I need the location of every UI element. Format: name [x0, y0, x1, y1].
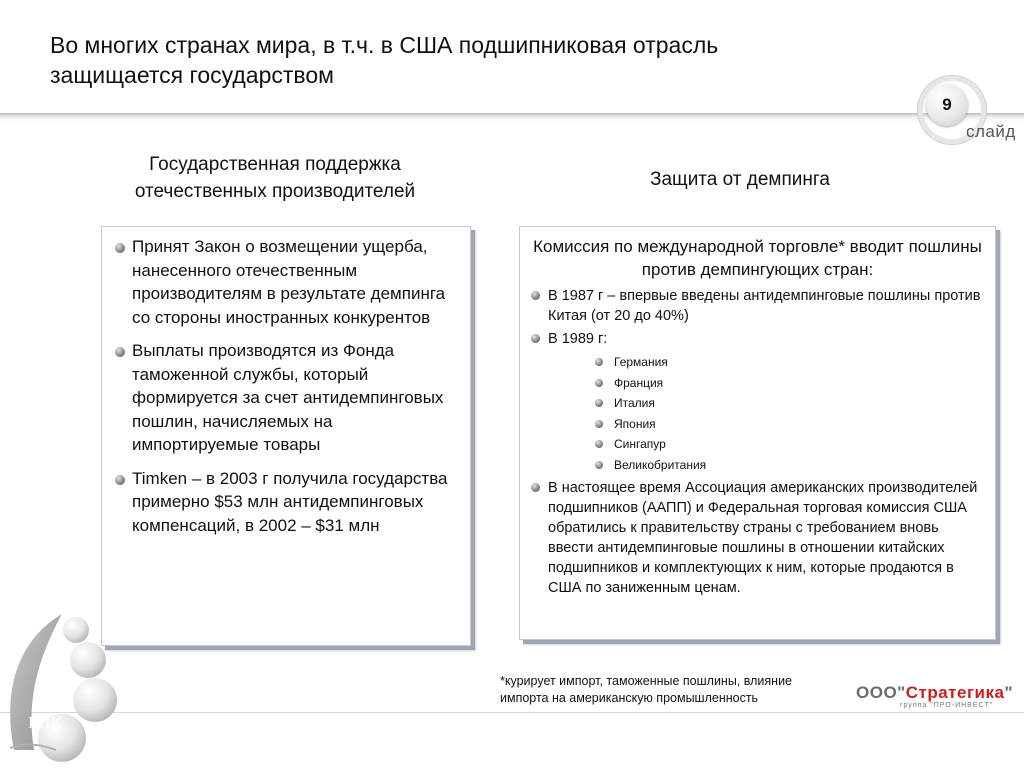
list-item-text: В 1987 г – впервые введены антидемпинговые пошлины против Китая (от 20 до 40%) — [548, 288, 981, 324]
slide-title-line-2: защищается государством — [50, 62, 334, 88]
epk-logo-graphic — [0, 600, 140, 768]
country-item — [530, 414, 985, 435]
left-heading-line-1: Государственная поддержка — [149, 154, 401, 175]
list-item-text: Выплаты производятся из Фонда таможенной службы, который формируется за счет антидемпинговых пошлин, начисляемых на импортируемые товары — [132, 341, 444, 454]
bullet-icon — [115, 475, 125, 485]
footer-divider — [0, 712, 1024, 713]
list-item-text: Принят Закон о возмещении ущерба, нанесенного отечественным производителям в результате демпинга со стороны иностранных конкурентов — [132, 237, 446, 327]
company-logo — [856, 683, 1013, 703]
list-item — [113, 339, 462, 457]
logo-suffix: " — [1004, 683, 1014, 702]
bullet-icon — [595, 358, 603, 366]
country-item — [530, 393, 985, 414]
country-item — [530, 434, 985, 455]
country-name: Япония — [614, 416, 656, 431]
sphere-icon — [63, 617, 89, 643]
logo-prefix: ООО" — [856, 683, 906, 702]
country-item — [530, 373, 985, 394]
header-divider — [0, 113, 1024, 122]
country-name: Франция — [614, 375, 664, 390]
footnote-line-1: *курирует импорт, таможенные пошлины, влияние — [500, 674, 792, 688]
slide-number-badge: 9 — [926, 84, 968, 126]
bullet-icon — [595, 420, 603, 428]
sphere-icon — [73, 678, 117, 722]
anti-dumping-panel — [519, 226, 996, 640]
sphere-icon — [70, 642, 106, 678]
state-support-panel — [101, 226, 471, 646]
bullet-icon — [595, 440, 603, 448]
slide-title-line-1: Во многих странах мира, в т.ч. в США подшипниковая отрасль — [50, 32, 719, 58]
footnote — [500, 673, 860, 707]
slide-title — [50, 30, 870, 90]
country-name: Сингапур — [614, 437, 666, 451]
list-item — [530, 478, 985, 598]
footnote-line-2: импорта на американскую промышленность — [500, 691, 759, 705]
bullet-icon — [531, 483, 540, 492]
list-item — [113, 235, 462, 329]
list-item — [530, 329, 985, 349]
bullet-icon — [531, 291, 540, 300]
epk-label: ЕПК — [28, 713, 62, 732]
slide-label: слайд — [966, 122, 1016, 141]
left-column-heading — [90, 151, 460, 205]
country-name: Великобритания — [614, 457, 707, 472]
logo-name: Стратегика — [905, 683, 1005, 702]
bullet-icon — [595, 399, 603, 407]
bullet-icon — [595, 379, 603, 387]
bullet-icon — [595, 461, 603, 469]
bullet-icon — [531, 334, 540, 343]
country-list — [530, 352, 985, 475]
left-heading-line-2: отечественных производителей — [134, 181, 416, 202]
country-name: Италия — [614, 396, 655, 410]
list-item — [113, 467, 462, 538]
list-item — [530, 286, 985, 326]
list-item-text: В 1989 г: — [548, 331, 608, 347]
bullet-icon — [115, 243, 125, 253]
right-column-heading: Защита от демпинга — [650, 169, 830, 190]
list-item-text: В настоящее время Ассоциация американских производителей подшипников (ААПП) и Федеральная торговая комиссия США обратились к правительству страны с требованием вновь ввести антидемпинговые пошлины в отношении китайских подшипников и комплектующих к ним, которые продаются в США по заниженным ценам. — [548, 480, 978, 596]
country-name: Германия — [614, 355, 668, 369]
bullet-icon — [115, 347, 125, 357]
panel-intro: Комиссия по международной торговле* вводит пошлины против демпингующих стран: — [533, 237, 982, 279]
country-item — [530, 352, 985, 373]
logo-tagline: группа "ПРО-ИНВЕСТ" — [900, 702, 994, 709]
list-item-text: Timken – в 2003 г получила государства примерно $53 млн антидемпинговых компенсаций, в 2002 – $31 млн — [132, 468, 448, 535]
country-item — [530, 455, 985, 476]
